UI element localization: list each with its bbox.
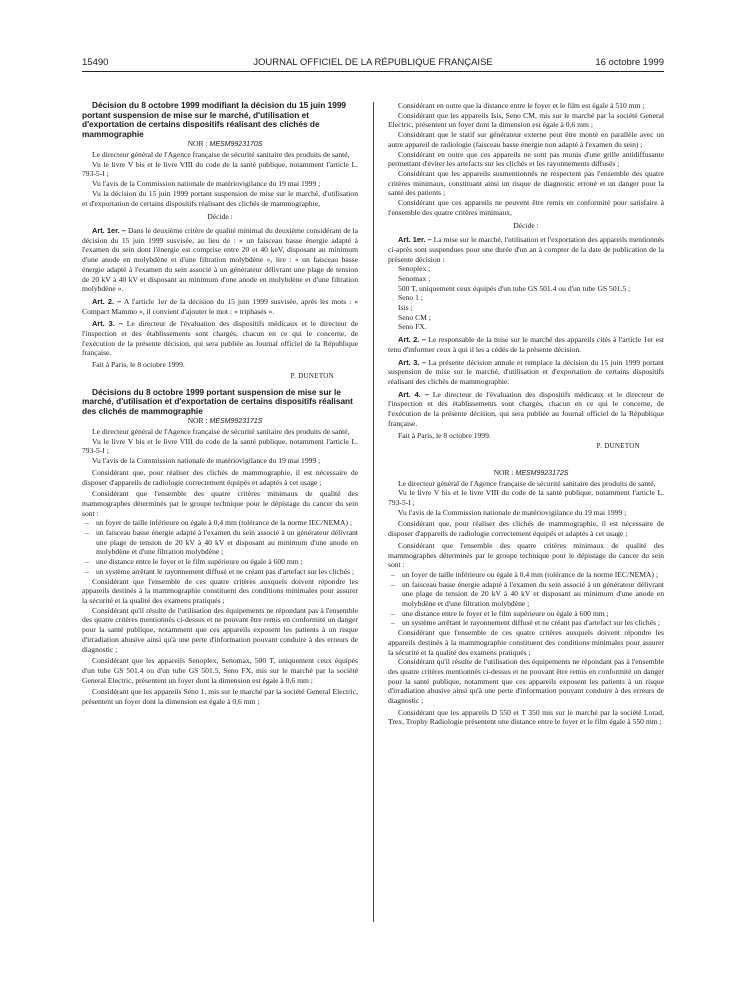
article-1 bbox=[82, 226, 358, 294]
article-text: La mise sur le marché, l'utilisation et l'exportation des appareils mentionnés ci-après sont suspendues pour une durée d'un an à compter de la date de publication de la présente décision : bbox=[388, 235, 665, 264]
paragraph: Vu le livre V bis et le livre VIII du code de la santé publique, notamment l'article L. 793-5-I ; bbox=[82, 436, 358, 456]
signatory: P. DUNETON bbox=[290, 371, 334, 380]
paragraph: Considérant que l'ensemble de ces quatre critères auxquels doivent répondre les appareils destinés à la mammographie constituent des conditions minimales pour assurer la sécurité et la qualité des examens pratiqués ; bbox=[82, 576, 358, 605]
criteria-item: – un faisceau basse énergie adapté à l'examen du sein associé à un générateur délivrant une plage de tension de 20 kV à 40 kV et disposant au minimum d'une anode en molybdène et d'une filtration molybdène ; bbox=[82, 528, 358, 557]
signature-date: Fait à Paris, le 8 octobre 1999. bbox=[92, 360, 185, 370]
article-text: La présente décision annule et remplace la décision du 15 juin 1999 portant suspension de mise sur le marché, d'utilisation et d'exportation de certains dispositifs réalisant des clichés de mammographie. bbox=[388, 357, 664, 386]
decision-2-title: Décisions du 8 octobre 1999 portant suspension de mise sur le marché, d'utilisation et d'exportation de certains dispositifs réalisant des clichés de mammographie bbox=[82, 386, 353, 416]
article-label: Art. 4. – bbox=[398, 389, 429, 399]
article-label: Art. 3. – bbox=[398, 357, 427, 367]
article-text: Le directeur de l'évaluation des dispositifs médicaux et le directeur de l'inspection et des établissements sont chargés, chacun en ce qui le concerne, de l'exécution de la présente décision, qui sera publiée au Journal officiel de la République française. bbox=[388, 389, 664, 428]
paragraph: Considérant que les appareils Isis, Seno CM, mis sur le marché par la société General Electric, présentent un foyer dont la dimension est égale à 0,6 mm ; bbox=[388, 110, 664, 130]
nor-label: NOR : bbox=[187, 416, 208, 426]
header-rule bbox=[82, 71, 664, 72]
paragraph: Considérant que l'ensemble des quatre critères minimaux de qualité des mammographes déterminés par le groupe technique pour le dépistage du cancer du sein sont : bbox=[388, 540, 664, 570]
paragraph: Le directeur général de l'Agence française de sécurité sanitaire des produits de santé, bbox=[398, 478, 656, 488]
criteria-item: – un faisceau basse énergie adapté à l'examen du sein associé à un générateur délivrant une plage de tension de 20 kV à 40 kV et disposant au minimum d'une anode en molybdène et d'une filtration molybdène ; bbox=[388, 580, 664, 609]
device-list-item: 500 T, uniquement ceux équipés d'un tube GS 501.4 ou d'un tube GS 501.5 ; bbox=[398, 283, 631, 293]
device-list-item: Senomax ; bbox=[398, 273, 431, 283]
page-header bbox=[82, 57, 664, 69]
paragraph: Considérant que les appareils Seno 1, mis sur le marché par la société General Electric, présentent un foyer dont la dimension est égale à 0,6 mm ; bbox=[82, 687, 358, 707]
decision-1-nor bbox=[82, 139, 358, 150]
criteria-item: – un foyer de taille inférieure ou égale à 0,4 mm (tolérance de la norme IEC/NEMA) ; bbox=[82, 518, 358, 528]
paragraph: Considérant qu'il résulte de l'utilisation des équipements ne répondant pas à l'ensemble des quatre critères mentionnés ci-dessus et ne pouvant être remis en conformité un danger pour la santé publique, notamment que ces appareils exposent les patients à un risque d'irradiation abusive ainsi qu'à une perte d'information pouvant conduire à des erreurs de diagnostic ; bbox=[82, 605, 358, 654]
nor-reference: MESM9923172S bbox=[515, 469, 569, 477]
paragraph: Vu l'avis de la Commission nationale de matériovigilance du 19 mai 1999 ; bbox=[398, 507, 627, 517]
article-3 bbox=[82, 319, 358, 358]
paragraph: Considérant que les appareils Senoplex, Senomax, 500 T, uniquement ceux équipés d'un tube GS 501.4 ou d'un tube GS 501.5, Seno FX, mis sur le marché par la société General Electric, présentent un foyer dont la dimension est égale à 0,6 mm ; bbox=[82, 656, 358, 685]
article-2 bbox=[388, 335, 664, 354]
left-column bbox=[82, 101, 358, 707]
article-label: Art. 1er. – bbox=[92, 226, 126, 235]
paragraph: Considérant en outre que la distance entre le foyer et le film est égale à 510 mm ; bbox=[398, 101, 645, 110]
decision-1-title: Décision du 8 octobre 1999 modifiant la décision du 15 juin 1999 portant suspension de mise sur le marché, d'utilisation et d'exportation de certains dispositifs réalisant des clichés de mammographie bbox=[82, 100, 347, 139]
paragraph: Considérant que le statif sur générateur externe peut être monté en parallèle avec un autre appareil de radiologie (faisceau basse énergie non adapté à l'examen du sein) ; bbox=[388, 130, 664, 149]
right-column bbox=[388, 101, 664, 727]
article-4 bbox=[388, 390, 664, 429]
nor-reference: MESM9923171S bbox=[209, 418, 263, 426]
signatory: P. DUNETON bbox=[596, 442, 640, 451]
article-text: Le directeur de l'évaluation des dispositifs médicaux et le directeur de l'inspection et des établissements sont chargés, chacun en ce qui le concerne, de l'exécution de la présente décision, qui sera publiée au Journal officiel de la République française. bbox=[82, 319, 358, 358]
paragraph: Considérant qu'il résulte de l'utilisation des équipements ne répondant pas à l'ensemble des quatre critères mentionnés ci-dessus et ne pouvant être remis en conformité un danger pour la santé publique, notamment que ces appareils exposent les patients à un risque d'irradiation abusive ainsi qu'à une perte d'information pouvant conduire à des erreurs de diagnostic ; bbox=[388, 657, 664, 706]
nor-label: NOR : bbox=[187, 139, 208, 149]
decide-heading: Décide : bbox=[513, 221, 539, 231]
device-list-item: Senoplex ; bbox=[398, 264, 431, 274]
column-separator bbox=[373, 102, 374, 922]
article-label: Art. 2. – bbox=[92, 296, 122, 306]
paragraph: Considérant que l'ensemble de ces quatre critères auxquels doivent répondre les appareils destinés à la mammographie constituent des conditions minimales pour assurer la sécurité et la qualité des examens pratiqués ; bbox=[388, 628, 664, 657]
paragraph: Considérant que l'ensemble des quatre critères minimaux de qualité des mammographes déterminés par le groupe technique pour le dépistage du cancer du sein sont : bbox=[82, 489, 358, 518]
paragraph: Vu l'avis de la Commission nationale de matériovigilance du 19 mai 1999 ; bbox=[92, 456, 321, 466]
paragraph: Considérant que, pour réaliser des clichés de mammographie, il est nécessaire de disposer d'appareils de radiologie correctement équipés et adaptés à cet usage ; bbox=[388, 519, 664, 539]
article-label: Art. 3. – bbox=[92, 319, 123, 329]
article-text: Dans le deuxième critère de qualité minimal du deuxième considérant de la décision du 15 juin 1999 susvisée, au lieu de : « un faisceau basse énergie adapté à l'examen du sein dont l'énergie est comprise entre 20 et 40 keV, disposant au minimum d'une anode en molybdène et d'une filtration molybdène », lire : « un faisceau basse énergie adapté à l'examen du sein associé à un générateur délivrant une plage de tension de 20 kV à 40 kV et disposant au minimum d'une anode en molybdène et d'une filtration molybdène ». bbox=[82, 226, 358, 294]
device-list-item: Seno CM ; bbox=[398, 312, 431, 322]
device-list-item: Seno 1 ; bbox=[398, 293, 423, 303]
nor-label: NOR : bbox=[493, 467, 514, 477]
criteria-item: – une distance entre le foyer et le film supérieure ou égale à 600 mm ; bbox=[82, 557, 358, 567]
article-label: Art. 1er. – bbox=[398, 235, 432, 245]
article-2 bbox=[82, 297, 358, 316]
journal-title: JOURNAL OFFICIEL DE LA RÉPUBLIQUE FRANÇAISE bbox=[253, 57, 493, 68]
decide-heading: Décide : bbox=[207, 212, 233, 222]
criteria-item: – une distance entre le foyer et le film supérieure ou égale à 600 mm ; bbox=[388, 609, 664, 619]
article-1 bbox=[388, 235, 664, 264]
paragraph: Vu la décision du 15 juin 1999 portant suspension de mise sur le marché, d'utilisation et d'exportation de certains dispositifs réalisant des clichés de mammographie, bbox=[82, 188, 358, 208]
criteria-item: – un système arrêtant le rayonnement diffusé et ne créant pas d'artefact sur les clichés ; bbox=[388, 618, 664, 628]
article-text: A l'article 1er de la décision du 15 juin 1999 susvisée, après les mots : « Compact Mammo », il convient d'ajouter le mot : « triphasés ». bbox=[82, 296, 359, 316]
paragraph: Vu le livre V bis et le livre VIII du code de la santé publique, notamment l'article L. 793-5-I ; bbox=[388, 488, 664, 508]
paragraph: Considérant que ces appareils ne peuvent être remis en conformité pour satisfaire à l'ensemble des quatre critères minimaux, bbox=[388, 198, 664, 217]
article-text: Le responsable de la mise sur le marché des appareils cités à l'article 1er est tenu d'informer ceux à qui il les a cédés de la présente décision. bbox=[388, 335, 665, 354]
article-3 bbox=[388, 358, 664, 387]
paragraph: Considérant que, pour réaliser des clichés de mammographie, il est nécessaire de disposer d'appareils de radiologie correctement équipés et adaptés à cet usage ; bbox=[82, 467, 358, 487]
issue-date: 16 octobre 1999 bbox=[595, 57, 664, 68]
spacer bbox=[388, 458, 664, 468]
paragraph: Considérant que les appareils D 550 et T 350 mis sur le marché par la société Lorad, Trex, Trophy Radiologie présentent une distance entre le foyer et le film égale à 550 mm ; bbox=[388, 707, 664, 727]
paragraph: Considérant que les appareils susmentionnés ne respectent pas l'ensemble des quatre critères minimaux, constituant ainsi un risque de diagnostic erroné et un danger pour la santé des patients ; bbox=[388, 168, 664, 198]
decision-3-nor bbox=[388, 468, 664, 479]
criteria-item: – un système arrêtant le rayonnement diffusé et ne créant pas d'artefact sur les clichés ; bbox=[82, 567, 358, 577]
device-list-item: Seno FX. bbox=[398, 322, 427, 332]
article-label: Art. 2. – bbox=[398, 335, 426, 345]
paragraph: Vu l'avis de la Commission nationale de matériovigilance du 19 mai 1999 ; bbox=[92, 179, 321, 189]
signature-date: Fait à Paris, le 8 octobre 1999. bbox=[398, 430, 491, 440]
paragraph: Le directeur général de l'Agence française de sécurité sanitaire des produits de santé, bbox=[92, 150, 350, 160]
paragraph: Considérant en outre que ces appareils ne sont pas munis d'une grille antidiffusante permettant d'éviter les artefacts sur les clichés et les rayonnements diffusés ; bbox=[388, 149, 664, 169]
paragraph: Vu le livre V bis et le livre VIII du code de la santé publique, notamment l'article L. 793-5-I ; bbox=[82, 159, 358, 179]
nor-reference: MESM9923170S bbox=[209, 141, 263, 149]
decision-2-nor bbox=[82, 416, 358, 427]
criteria-item: – un foyer de taille inférieure ou égale à 0,4 mm (tolérance de la norme IEC/NEMA) ; bbox=[388, 570, 664, 580]
paragraph: Le directeur général de l'Agence française de sécurité sanitaire des produits de santé, bbox=[92, 427, 350, 437]
page-number: 15490 bbox=[82, 57, 109, 68]
device-list-item: Isis ; bbox=[398, 303, 413, 313]
